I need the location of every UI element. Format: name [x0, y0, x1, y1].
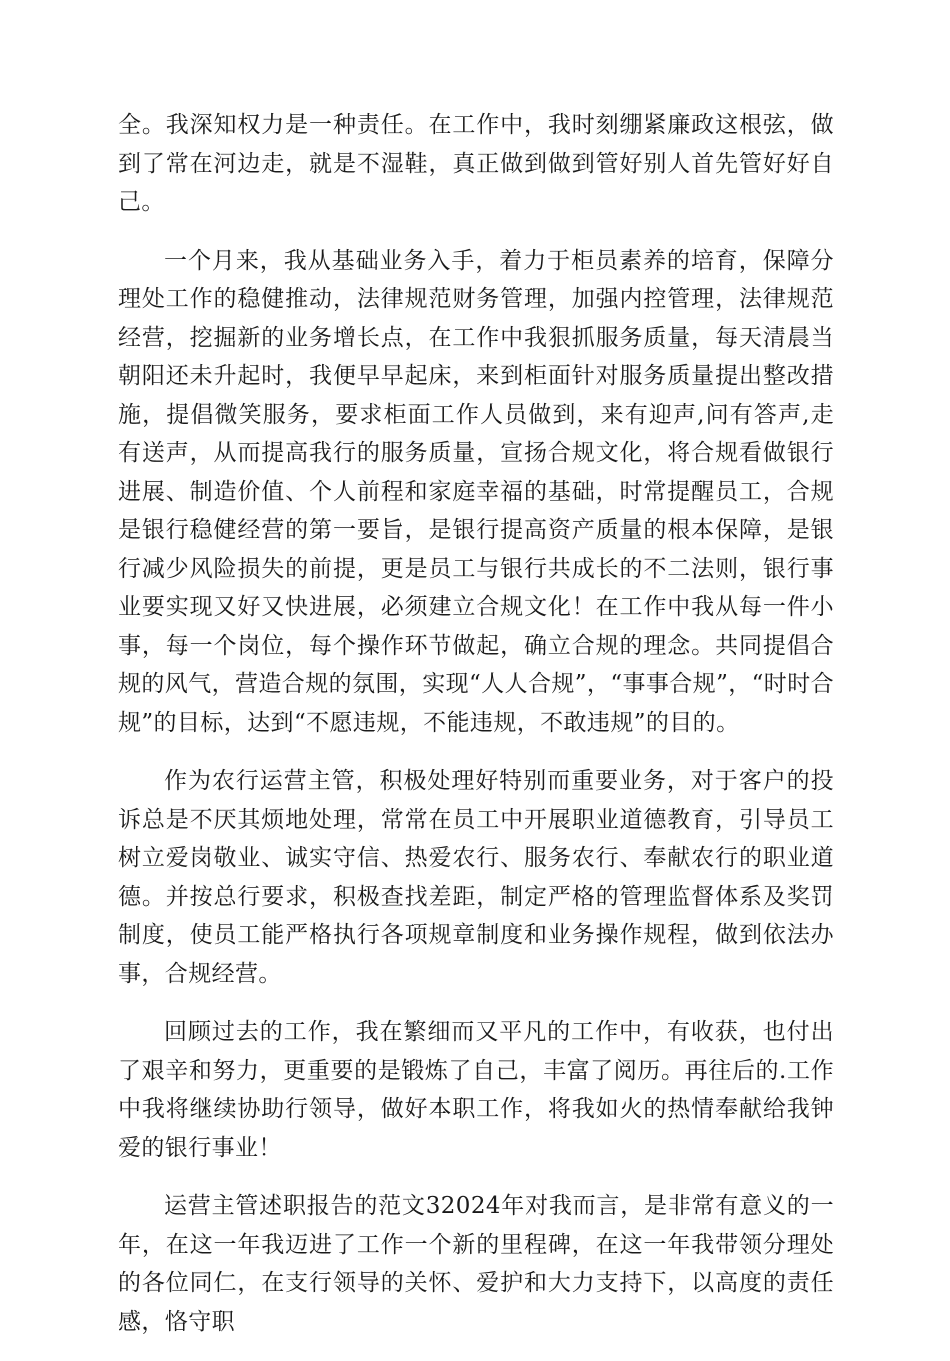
paragraph-operations-supervisor: 作为农行运营主管，积极处理好特别而重要业务，对于客户的投诉总是不厌其烦地处理，常常在员工中开展职业道德教育，引导员工树立爱岗敬业、诚实守信、热爱农行、服务农行、奉献农行的职业道德。并按总行要求，积极查找差距，制定严格的管理监督体系及奖罚制度，使员工能严格执行各项规章制度和业务操作规程，做到依法办事，合规经营。	[118, 768, 834, 987]
paragraph-review: 回顾过去的工作，我在繁细而又平凡的工作中，有收获，也付出了艰辛和努力，更重要的是锻炼了自己，丰富了阅历。再往后的.工作中我将继续协助行领导，做好本职工作，将我如火的热情奉献给我钟爱的银行事业！	[118, 1019, 834, 1161]
paragraph-report-sample-3: 运营主管述职报告的范文32024年对我而言，是非常有意义的一年，在这一年我迈进了工作一个新的里程碑，在这一年我带领分理处的各位同仁，在支行领导的关怀、爱护和大力支持下，以高度的责任感，恪守职	[118, 1193, 834, 1335]
paragraph-compliance-culture: 一个月来，我从基础业务入手，着力于柜员素养的培育，保障分理处工作的稳健推动，法律规范财务管理，加强内控管理，法律规范经营，挖掘新的业务增长点，在工作中我狠抓服务质量，每天清晨当朝阳还未升起时，我便早早起床，来到柜面针对服务质量提出整改措施，提倡微笑服务，要求柜面工作人员做到，来有迎声,问有答声,走有送声，从而提高我行的服务质量，宣扬合规文化，将合规看做银行进展、制造价值、个人前程和家庭幸福的基础，时常提醒员工，合规是银行稳健经营的第一要旨，是银行提高资产质量的根本保障，是银行减少风险损失的前提，更是员工与银行共成长的不二法则，银行事业要实现又好又快进展，必须建立合规文化！在工作中我从每一件小事，每一个岗位，每个操作环节做起，确立合规的理念。共同提倡合规的风气，营造合规的氛围，实现“人人合规”，“事事合规”，“时时合规”的目标，达到“不愿违规，不能违规，不敢违规”的目的。	[118, 247, 834, 736]
document-body	[118, 106, 834, 1361]
paragraph-continuation: 全。我深知权力是一种责任。在工作中，我时刻绷紧廉政这根弦，做到了常在河边走，就是不湿鞋，真正做到做到管好别人首先管好好自己。	[118, 112, 834, 215]
